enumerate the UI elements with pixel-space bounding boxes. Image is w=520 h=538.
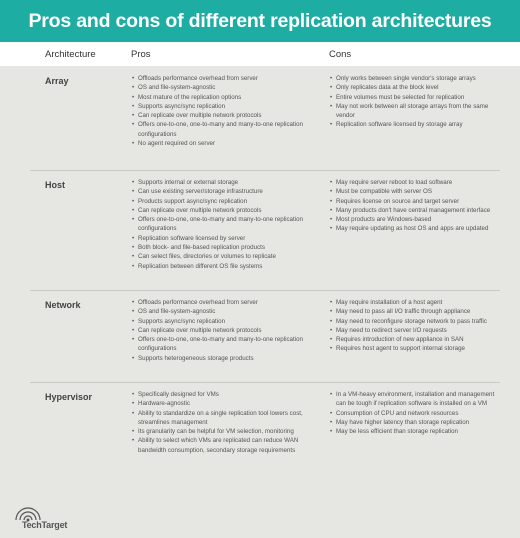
table-row-network — [30, 290, 500, 382]
list-item: • Offloads performance overhead from server — [132, 298, 322, 307]
list-item: • Requires license on source and target server — [330, 197, 500, 206]
list-item: • Replication software licensed by server — [132, 234, 322, 243]
pros-list — [132, 178, 322, 271]
list-item: • May require updating as host OS and apps are updated — [330, 224, 500, 233]
list-item: • Supports async/sync replication — [132, 317, 322, 326]
list-item: • Can use existing server/storage infrastructure — [132, 187, 322, 196]
list-item: • Many products don't have central management interface — [330, 206, 500, 215]
list-item: • May have higher latency than storage replication — [330, 418, 500, 427]
list-item: • Supports heterogeneous storage products — [132, 354, 322, 363]
list-item: • Entire volumes must be selected for replication — [330, 93, 500, 102]
list-item: • Can replicate over multiple network protocols — [132, 111, 322, 120]
list-item: • Offloads performance overhead from server — [132, 74, 322, 83]
list-item: • Consumption of CPU and network resources — [330, 409, 500, 418]
list-item: • Ability to select which VMs are replicated can reduce WAN bandwidth consumption, secondary storage requirements — [132, 436, 322, 455]
list-item: • Only replicates data at the block level — [330, 83, 500, 92]
list-item: • No agent required on server — [132, 139, 322, 148]
list-item: • Specifically designed for VMs — [132, 390, 322, 399]
list-item: • Replication between different OS file systems — [132, 262, 322, 271]
architecture-name: Host — [45, 180, 65, 190]
list-item: • OS and file-system-agnostic — [132, 307, 322, 316]
list-item: • OS and file-system-agnostic — [132, 83, 322, 92]
brand-name: TechTarget — [22, 520, 68, 530]
list-item: • Its granularity can be helpful for VM selection, monitoring — [132, 427, 322, 436]
list-item: • Offers one-to-one, one-to-many and many-to-one replication configurations — [132, 120, 322, 139]
list-item: • Offers one-to-one, one-to-many and many-to-one replication configurations — [132, 215, 322, 234]
list-item: • May be less efficient than storage replication — [330, 427, 500, 436]
table-row-array — [30, 66, 500, 170]
list-item: • May require server reboot to load software — [330, 178, 500, 187]
list-item: • May need to pass all I/O traffic through appliance — [330, 307, 500, 316]
list-item: • May not work between all storage arrays from the same vendor — [330, 102, 500, 121]
architecture-name: Network — [45, 300, 81, 310]
table-row-hypervisor — [30, 382, 500, 492]
list-item: • May need to reconfigure storage network to pass traffic — [330, 317, 500, 326]
list-item: • Supports async/sync replication — [132, 102, 322, 111]
list-item: • Offers one-to-one, one-to-many and many-to-one replication configurations — [132, 335, 322, 354]
list-item: • Requires introduction of new appliance in SAN — [330, 335, 500, 344]
list-item: • Only works between single vendor's storage arrays — [330, 74, 500, 83]
cons-list — [330, 178, 500, 234]
list-item: • May require installation of a host agent — [330, 298, 500, 307]
table-row-host — [30, 170, 500, 290]
cons-list — [330, 390, 500, 436]
list-item: • Can replicate over multiple network protocols — [132, 326, 322, 335]
list-item: • Must be compatible with server OS — [330, 187, 500, 196]
cons-list — [330, 74, 500, 130]
list-item: • Most mature of the replication options — [132, 93, 322, 102]
header-pros: Pros — [131, 49, 151, 60]
pros-list — [132, 390, 322, 455]
list-item: • Supports internal or external storage — [132, 178, 322, 187]
header-cons: Cons — [329, 49, 352, 60]
list-item: • Ability to standardize on a single replication tool lowers cost, streamlines management — [132, 409, 322, 428]
table-header — [0, 42, 520, 66]
header-architecture: Architecture — [45, 49, 96, 60]
list-item: • Products support async/sync replication — [132, 197, 322, 206]
architecture-name: Array — [45, 76, 69, 86]
cons-list — [330, 298, 500, 354]
list-item: • Hardware-agnostic — [132, 399, 322, 408]
page-title: Pros and cons of different replication architectures — [0, 0, 520, 42]
list-item: • Both block- and file-based replication products — [132, 243, 322, 252]
list-item: • May need to redirect server I/O requests — [330, 326, 500, 335]
list-item: • Can select files, directories or volumes to replicate — [132, 252, 322, 261]
list-item: • Most products are Windows-based — [330, 215, 500, 224]
pros-list — [132, 74, 322, 148]
list-item: • Requires host agent to support internal storage — [330, 344, 500, 353]
list-item: • Replication software licensed by storage array — [330, 120, 500, 129]
list-item: • Can replicate over multiple network protocols — [132, 206, 322, 215]
architecture-name: Hypervisor — [45, 392, 93, 402]
pros-list — [132, 298, 322, 363]
list-item: • In a VM-heavy environment, installation and management can be tough if replication software is installed on a VM — [330, 390, 500, 409]
